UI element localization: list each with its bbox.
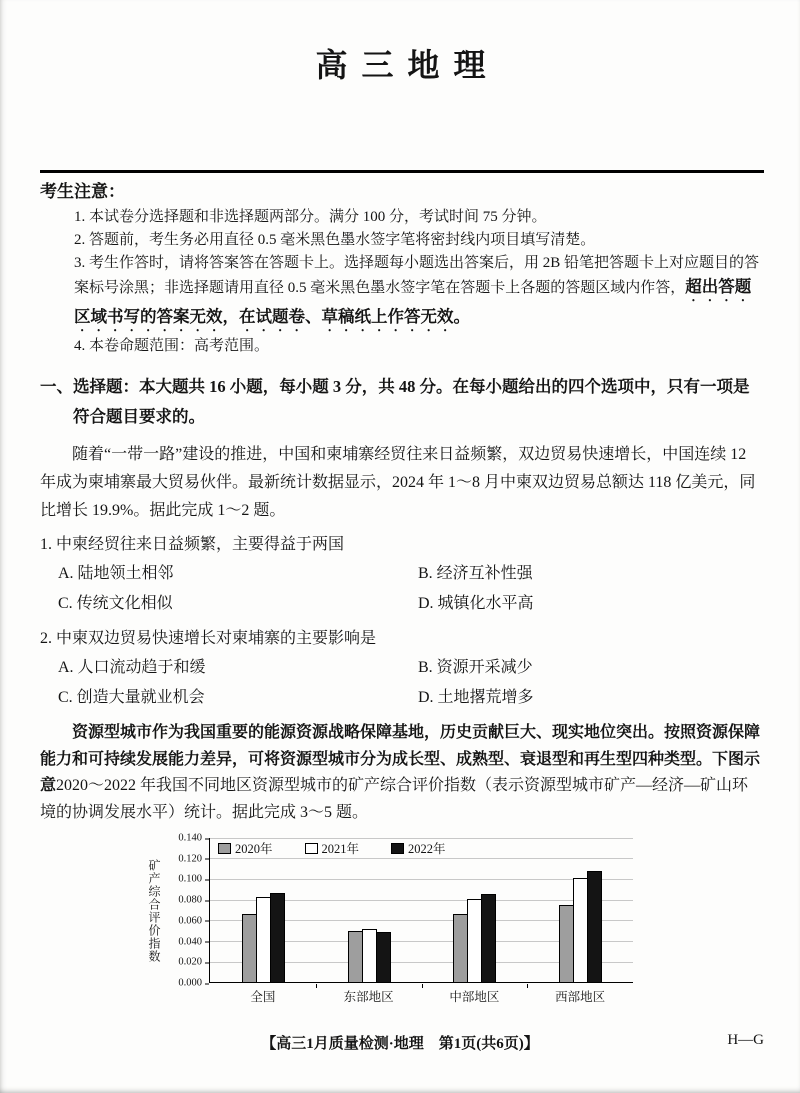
bar: [587, 871, 602, 982]
legend-label: 2022年: [408, 842, 446, 856]
bar: [481, 894, 496, 982]
legend-swatch: [305, 843, 318, 854]
legend-swatch: [391, 843, 404, 854]
page-footer: [0, 1032, 800, 1053]
notice-item-1: 1. 本试卷分选择题和非选择题两部分。满分 100 分，考试时间 75 分钟。: [74, 209, 547, 225]
question-2-stem: 2. 中柬双边贸易快速增长对柬埔寨的主要影响是: [40, 630, 377, 647]
category-label: 东部地区: [343, 990, 394, 1004]
bar: [256, 897, 271, 982]
category-label: 全国: [250, 990, 276, 1004]
notice-item-2: 2. 答题前，考生务必用直径 0.5 毫米黑色墨水签字笔将密封线内项目填写清楚。: [74, 232, 596, 248]
notice-item-3-emphasis: 超出答题区域书写的答案无效，在试题卷、草稿纸上作答无效。: [74, 277, 752, 326]
x-tick: [316, 984, 317, 988]
legend-item: [305, 839, 360, 857]
bar: [348, 931, 363, 982]
section-heading: 一、选择题：本大题共 16 小题，每小题 3 分，共 48 分。在每小题给出的四个选项中，只有一项是符合题目要求的。: [40, 377, 750, 426]
passage-1: 随着“一带一路”建设的推进，中国和柬埔寨经贸往来日益频繁，双边贸易快速增长，中国连续 12 年成为柬埔寨最大贸易伙伴。最新统计数据显示，2024 年 1～8 月中柬双边贸易总额达 118 亿美元，同比增长 19.9%。据此完成 1～2 题。: [40, 446, 756, 519]
bar: [376, 932, 391, 982]
notice-item-3-text: 3. 考生作答时，请将答案答在答题卡上。选择题每小题选出答案后，用 2B 铅笔把答题卡上对应题目的答案标号涂黑；非选择题请用直径 0.5 毫米黑色墨水签字笔在答题卡上各题的答题区域内作答，: [74, 255, 760, 296]
mineral-index-bar-chart: [146, 832, 764, 1004]
notice-item-3: [74, 252, 764, 335]
bar: [242, 914, 257, 982]
y-tick-label: 0.140: [178, 832, 202, 844]
page-title: 高 三 地 理: [315, 47, 489, 83]
question-1: [40, 530, 764, 619]
question-1-option-c: C. 传统文化相似: [58, 595, 173, 612]
x-tick: [422, 984, 423, 988]
notice-section: [40, 170, 764, 358]
question-1-option-b: B. 经济互补性强: [418, 565, 533, 582]
bar-group: [449, 894, 500, 1004]
bar-groups: [210, 838, 633, 1004]
bar: [362, 929, 377, 982]
category-label: 西部地区: [555, 990, 606, 1004]
y-axis-ticks: [165, 832, 209, 989]
question-1-option-a: A. 陆地领土相邻: [58, 565, 174, 582]
legend-label: 2020年: [235, 842, 273, 856]
legend-label: 2021年: [321, 842, 360, 856]
notice-item-4: 4. 本卷命题范围：高考范围。: [74, 338, 270, 354]
y-axis-label: 矿产综合评价指数: [147, 858, 161, 963]
question-1-option-d: D. 城镇化水平高: [418, 595, 534, 612]
question-2-options: [40, 653, 764, 713]
legend-swatch: [218, 843, 231, 854]
legend-item: [391, 839, 446, 857]
passage-2-rest: 2020～2022 年我国不同地区资源型城市的矿产综合评价指数（表示资源型城市矿产—经济—矿山环境的协调发展水平）统计。据此完成 3～5 题。: [40, 777, 749, 821]
y-tick-label: 0.000: [178, 977, 202, 989]
legend-item: [218, 839, 273, 857]
question-2-option-c: C. 创造大量就业机会: [58, 689, 205, 706]
y-tick-label: 0.100: [178, 873, 202, 885]
bar-group: [343, 929, 394, 1004]
y-tick-label: 0.120: [178, 853, 202, 865]
notice-heading: 考生注意：: [40, 182, 125, 201]
bar: [573, 878, 588, 982]
x-tick: [527, 984, 528, 988]
bar: [270, 893, 285, 982]
footer-code: H—G: [727, 1032, 764, 1048]
y-tick-label: 0.080: [178, 894, 202, 906]
plot-area: [209, 838, 633, 1004]
question-1-stem: 1. 中柬经贸往来日益频繁，主要得益于两国: [40, 536, 345, 553]
bar: [467, 899, 482, 982]
passage-2-bold: 资源型城市作为我国重要的能源资源战略保障基地，历史贡献巨大、现实地位突出。按照资源保障能力和可持续发展能力差异，可将资源型城市分为成长型、成熟型、衰退型和再生型四种类型。下图示意: [40, 724, 761, 794]
category-label: 中部地区: [449, 990, 500, 1004]
y-tick-label: 0.060: [178, 915, 202, 927]
question-2-option-d: D. 土地撂荒增多: [418, 689, 534, 706]
bar: [453, 914, 468, 982]
bar-group: [555, 871, 606, 1004]
question-1-options: [40, 559, 764, 619]
question-2-option-b: B. 资源开采减少: [418, 659, 533, 676]
passage-2: [40, 720, 764, 826]
y-tick-label: 0.040: [178, 936, 202, 948]
chart-legend: [218, 839, 446, 857]
bar: [559, 905, 574, 982]
question-2: [40, 624, 764, 713]
question-2-option-a: A. 人口流动趋于和缓: [58, 659, 206, 676]
y-tick-label: 0.020: [178, 956, 202, 968]
bar-group: [242, 893, 284, 1004]
footer-text: 【高三1月质量检测·地理 第1页(共6页)】: [261, 1036, 539, 1052]
